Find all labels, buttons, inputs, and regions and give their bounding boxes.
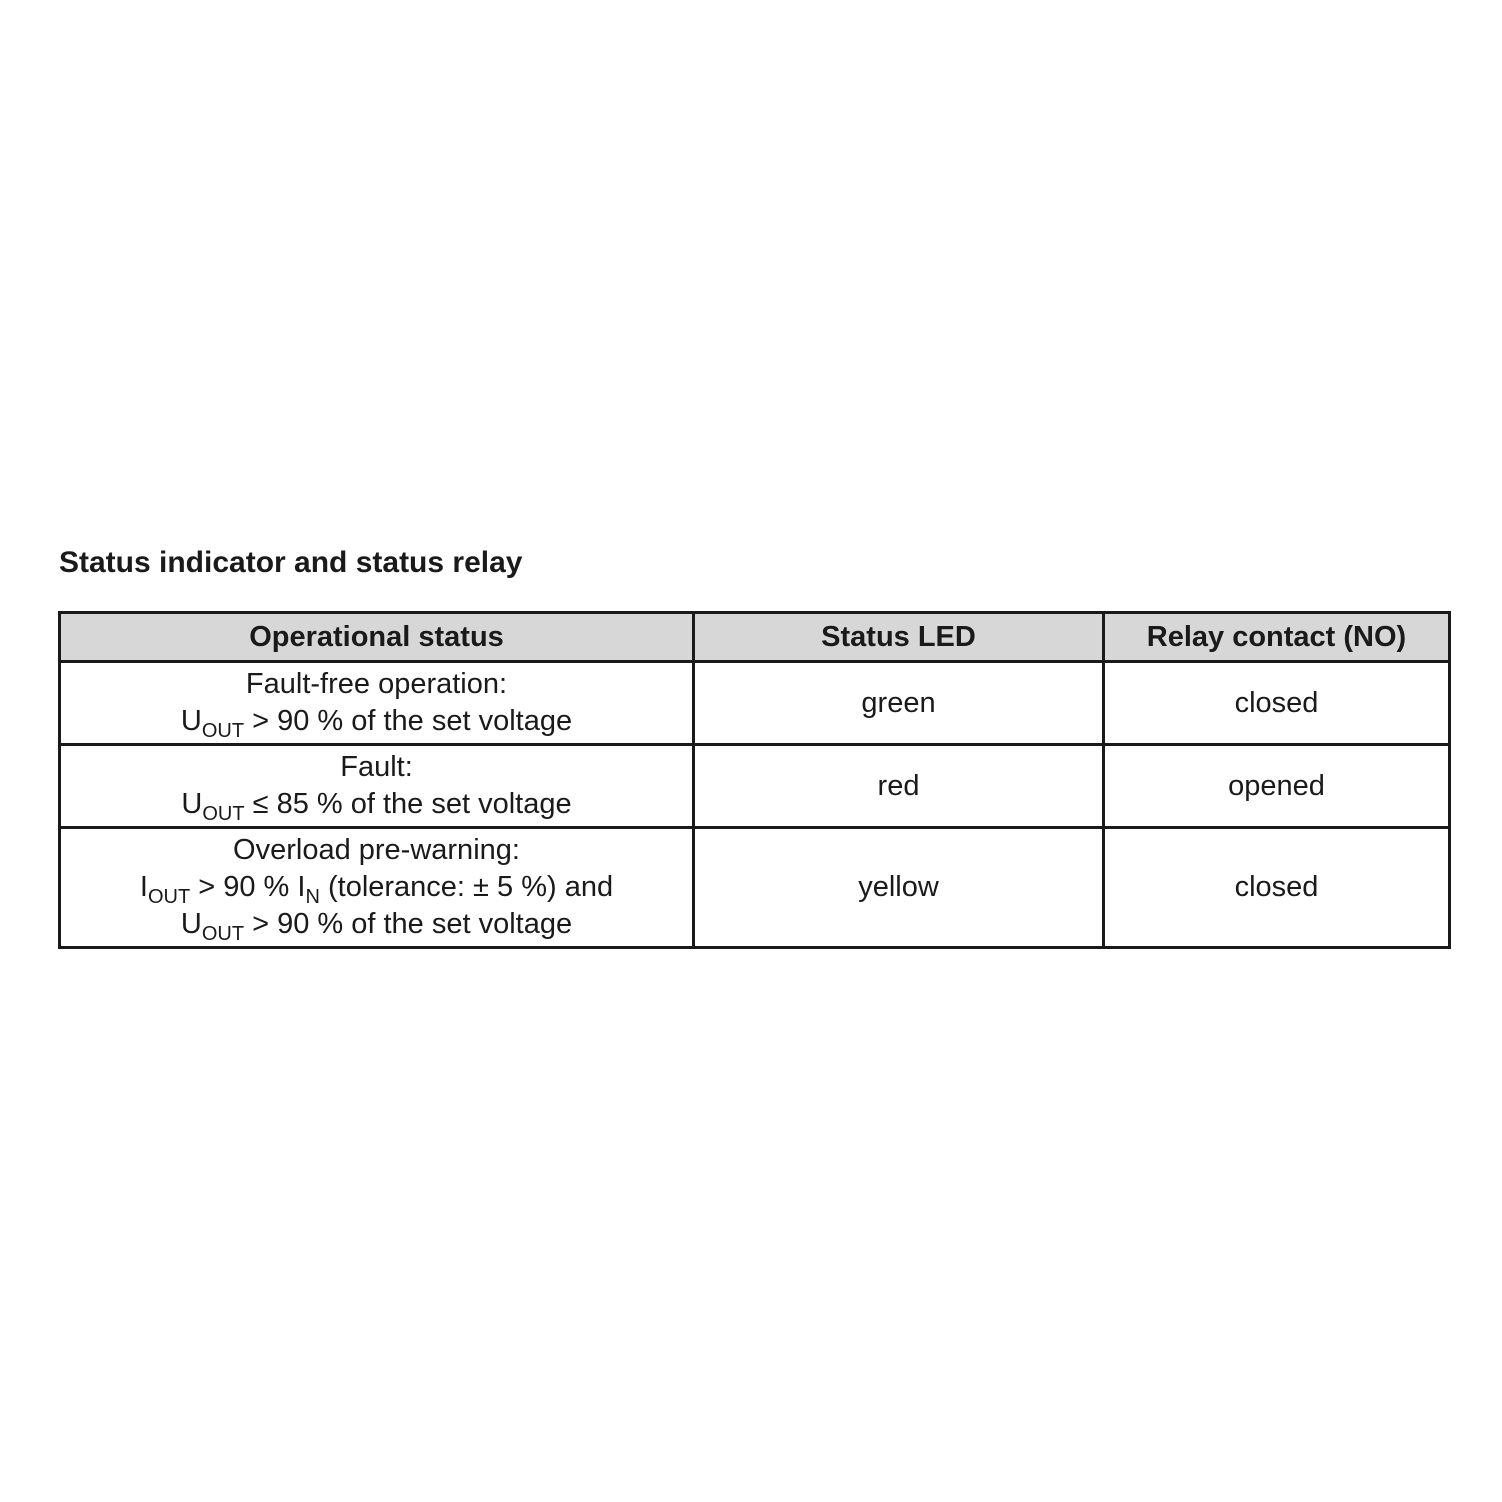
relay-contact-cell: closed: [1104, 662, 1450, 745]
status-label: Fault-free operation:: [245, 668, 508, 700]
condition-subscript: N: [305, 886, 320, 908]
status-led-cell: red: [694, 745, 1104, 828]
condition-line: [61, 869, 692, 906]
status-table: [58, 611, 1451, 949]
condition-symbol: U: [180, 908, 202, 940]
condition-text: > 90 % of the set voltage: [244, 705, 573, 737]
status-led-cell: green: [694, 662, 1104, 745]
table-row: [60, 745, 1450, 828]
condition-subscript: OUT: [147, 886, 191, 908]
condition-line: [61, 906, 692, 943]
header-relay-contact: Relay contact (NO): [1104, 613, 1450, 662]
operational-status-cell: [60, 745, 694, 828]
section-title: Status indicator and status relay: [59, 546, 523, 579]
condition-symbol: U: [180, 705, 202, 737]
condition-text: ≤ 85 % of the set voltage: [244, 788, 572, 820]
status-label: Overload pre-warning:: [233, 834, 520, 866]
status-label: Fault:: [340, 751, 413, 783]
table-row: [60, 828, 1450, 948]
condition-line: [61, 786, 692, 823]
relay-contact-cell: opened: [1104, 745, 1450, 828]
condition-symbol: I: [297, 871, 306, 903]
condition-text: (tolerance: ± 5 %) and: [319, 871, 614, 903]
condition-subscript: OUT: [201, 923, 245, 945]
condition-text: > 90 %: [190, 871, 298, 903]
condition-symbol: U: [181, 788, 203, 820]
operational-status-cell: [60, 662, 694, 745]
condition-subscript: OUT: [201, 720, 245, 742]
condition-line: [61, 703, 692, 740]
condition-subscript: OUT: [202, 803, 245, 825]
table-row: [60, 662, 1450, 745]
operational-status-cell: [60, 828, 694, 948]
table-header-row: [60, 613, 1450, 662]
header-status-led: Status LED: [694, 613, 1104, 662]
header-operational-status: Operational status: [60, 613, 694, 662]
condition-symbol: I: [139, 871, 148, 903]
condition-text: > 90 % of the set voltage: [244, 908, 573, 940]
relay-contact-cell: closed: [1104, 828, 1450, 948]
status-led-cell: yellow: [694, 828, 1104, 948]
